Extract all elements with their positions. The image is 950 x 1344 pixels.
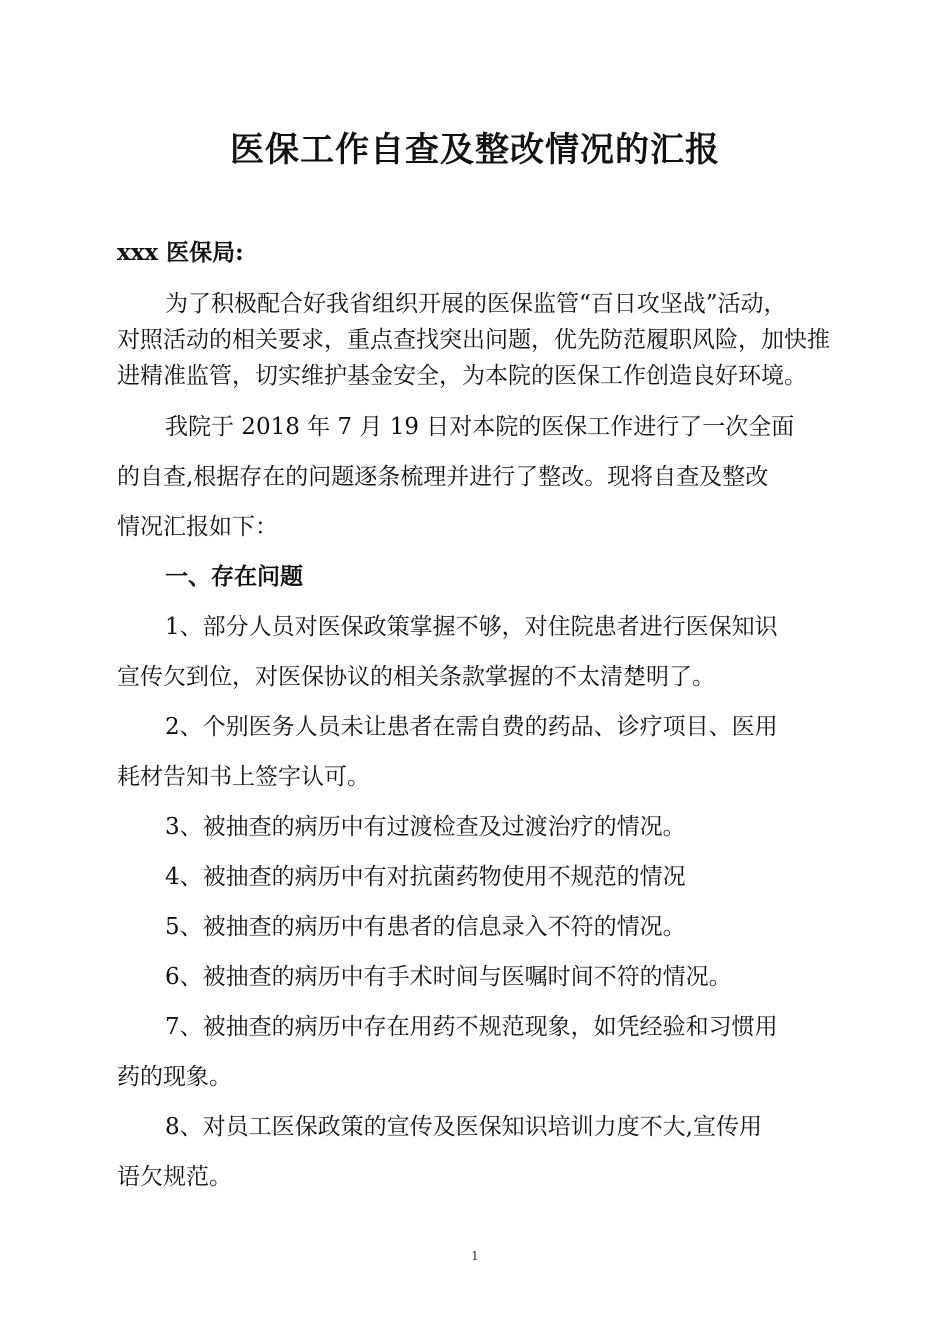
paragraph-selfcheck-line-3: 情况汇报如下： <box>117 514 278 540</box>
problem-1-line-2: 宣传欠到位，对医保协议的相关条款掌握的不太清楚明了。 <box>117 664 715 690</box>
paragraph-selfcheck-line-2: 的自查,根据存在的问题逐条梳理并进行了整改。现将自查及整改 <box>117 464 769 490</box>
page-number: 1 <box>471 1249 479 1263</box>
paragraph-intro-line-3: 进精准监管，切实维护基金安全，为本院的医保工作创造良好环境。 <box>117 363 807 389</box>
problem-7-line-1: 7、被抽查的病历中存在用药不规范现象，如凭经验和习惯用 <box>165 1014 778 1040</box>
problem-7-line-2: 药的现象。 <box>117 1064 232 1090</box>
problem-2-line-1: 2、个别医务人员未让患者在需自费的药品、诊疗项目、医用 <box>165 714 778 740</box>
paragraph-selfcheck-line-1: 我院于 2018 年 7 月 19 日对本院的医保工作进行了一次全面 <box>165 414 795 440</box>
problem-3: 3、被抽查的病历中有过渡检查及过渡治疗的情况。 <box>165 814 686 840</box>
section-heading-problems: 一、存在问题 <box>165 563 303 590</box>
paragraph-intro-line-1: 为了积极配合好我省组织开展的医保监管“百日攻坚战”活动， <box>165 291 787 317</box>
problem-4: 4、被抽查的病历中有对抗菌药物使用不规范的情况 <box>165 864 686 890</box>
problem-6: 6、被抽查的病历中有手术时间与医嘱时间不符的情况。 <box>165 964 732 990</box>
problem-2-line-2: 耗材告知书上签字认可。 <box>117 764 370 790</box>
problem-8-line-2: 语欠规范。 <box>117 1164 232 1190</box>
paragraph-intro-line-2: 对照活动的相关要求，重点查找突出问题，优先防范履职风险，加快推 <box>117 327 830 353</box>
problem-1-line-1: 1、部分人员对医保政策掌握不够，对住院患者进行医保知识 <box>165 614 778 640</box>
problem-5: 5、被抽查的病历中有患者的信息录入不符的情况。 <box>165 914 686 940</box>
problem-8-line-1: 8、对员工医保政策的宣传及医保知识培训力度不大,宣传用 <box>165 1114 762 1140</box>
document-title: 医保工作自查及整改情况的汇报 <box>230 130 720 170</box>
salutation: xxx 医保局: <box>117 239 244 266</box>
